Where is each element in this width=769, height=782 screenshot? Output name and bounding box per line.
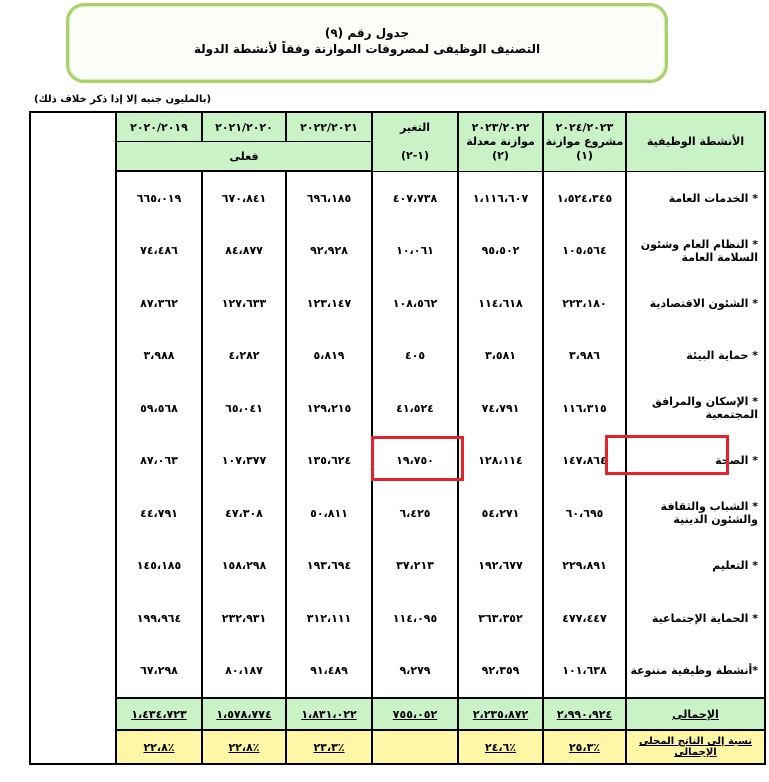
row-label: *أنشطة وظيفية متنوعة (626, 645, 765, 699)
cell-budget-2024: ٢،٩٩٠،٩٢٤ (543, 698, 626, 730)
cell-change: ١٩،٧٥٠ (372, 435, 458, 488)
cell-revised-2023: ٥٤،٢٧١ (458, 487, 543, 540)
row-label: * الصحة (626, 435, 765, 488)
table-title-box (66, 3, 668, 83)
cell-actual-2022: ١٢٩،٢١٥ (286, 382, 372, 435)
cell-actual-2021: ١٥٨،٢٩٨ (202, 540, 286, 593)
cell-actual-2020: ٨٧،٣٦٢ (116, 277, 202, 330)
cell-budget-2024: ٦٠،٦٩٥ (543, 487, 626, 540)
cell-revised-2023: ٣٦٣،٣٥٢ (458, 592, 543, 645)
cell-actual-2020: ٤٤،٧٩١ (116, 487, 202, 540)
table-number: جدول رقم (٩) (324, 26, 410, 40)
cell-actual-2020: ٧٤،٤٨٦ (116, 225, 202, 278)
cell-actual-2022: ١،٨٣١،٠٢٢ (286, 698, 372, 730)
cell-budget-2024: ١٤٧،٨٦٤ (543, 435, 626, 488)
cell-change: ١٠،٠٦١ (372, 225, 458, 278)
cell-actual-2021: ٤،٢٨٢ (202, 330, 286, 383)
cell-budget-2024: ١٠١،٦٣٨ (543, 645, 626, 699)
cell-actual-2022: ١٢٣،١٤٧ (286, 277, 372, 330)
cell-change: ١٠٨،٥٦٢ (372, 277, 458, 330)
table-row (30, 730, 765, 764)
cell-actual-2022: ٪٢٣،٣ (286, 730, 372, 764)
cell-actual-2021: ٨٤،٨٧٧ (202, 225, 286, 278)
cell-actual-2022: ١٣٥،٦٢٤ (286, 435, 372, 488)
cell-actual-2022: ٦٩٦،١٨٥ (286, 171, 372, 225)
table-title: التصنيف الوظيفى لمصروفات الموازنة وفقاً لأنشطة الدولة (193, 42, 541, 56)
cell-actual-2020: ٦٧،٢٩٨ (116, 645, 202, 699)
cell-actual-2022: ٩١،٤٨٩ (286, 645, 372, 699)
cell-actual-2021: ٦٧٠،٨٤١ (202, 171, 286, 225)
cell-budget-2024: ٤٧٧،٤٤٧ (543, 592, 626, 645)
cell-revised-2023: ١٩٢،٦٧٧ (458, 540, 543, 593)
cell-actual-2021: ١٠٧،٣٧٧ (202, 435, 286, 488)
header-change: التغير (١-٢) (372, 112, 458, 171)
header-budget-2024: ٢٠٢٤/٢٠٢٣ مشروع موازنة (١) (543, 112, 626, 171)
cell-change: ٩،٢٧٩ (372, 645, 458, 699)
cell-actual-2020: ٪٢٢،٨ (116, 730, 202, 764)
row-label: * الشباب والثقافة والشئون الدينية (626, 487, 765, 540)
cell-actual-2021: ١٢٧،٦٣٣ (202, 277, 286, 330)
table-row (30, 645, 765, 699)
cell-revised-2023: ٣،٥٨١ (458, 330, 543, 383)
row-label: * الحماية الإجتماعية (626, 592, 765, 645)
header-actual: فعلى (116, 142, 372, 172)
cell-actual-2020: ١٩٩،٩٦٤ (116, 592, 202, 645)
cell-revised-2023: ١١٤،٦١٨ (458, 277, 543, 330)
table-row (30, 171, 765, 225)
row-label: * الإسكان والمرافق المجتمعية (626, 382, 765, 435)
table-row (30, 382, 765, 435)
row-label: * الشئون الاقتصادية (626, 277, 765, 330)
header-year-2022: ٢٠٢٢/٢٠٢١ (286, 112, 372, 142)
cell-actual-2020: ٥٩،٥٦٨ (116, 382, 202, 435)
cell-actual-2022: ٣١٢،١١١ (286, 592, 372, 645)
cell-actual-2020: ٣،٩٨٨ (116, 330, 202, 383)
cell-change: ١١٤،٠٩٥ (372, 592, 458, 645)
cell-change: ٧٥٥،٠٥٢ (372, 698, 458, 730)
cell-actual-2020: ١،٤٣٤،٧٢٣ (116, 698, 202, 730)
cell-budget-2024: ١،٥٢٤،٣٤٥ (543, 171, 626, 225)
cell-revised-2023: ١،١١٦،٦٠٧ (458, 171, 543, 225)
cell-budget-2024: ٪٢٥،٣ (543, 730, 626, 764)
table-row (30, 540, 765, 593)
cell-change: ٤٠٥ (372, 330, 458, 383)
cell-actual-2020: ٨٧،٠٦٣ (116, 435, 202, 488)
table-row (30, 592, 765, 645)
cell-budget-2024: ٢٢٣،١٨٠ (543, 277, 626, 330)
cell-revised-2023: ٧٤،٧٩١ (458, 382, 543, 435)
row-label: * التعليم (626, 540, 765, 593)
cell-revised-2023: ٩٢،٣٥٩ (458, 645, 543, 699)
cell-actual-2021: ٤٧،٣٠٨ (202, 487, 286, 540)
header-revised-2023: ٢٠٢٣/٢٠٢٢ موازنة معدلة (٢) (458, 112, 543, 171)
table-row (30, 330, 765, 383)
cell-actual-2020: ٦٦٥،٠١٩ (116, 171, 202, 225)
cell-change (372, 730, 458, 764)
cell-actual-2021: ٢٣٢،٩٣١ (202, 592, 286, 645)
cell-budget-2024: ١٠٥،٥٦٤ (543, 225, 626, 278)
row-label: * حماية البيئة (626, 330, 765, 383)
header-year-2021: ٢٠٢١/٢٠٢٠ (202, 112, 286, 142)
highlight-box-revised-health (371, 436, 464, 481)
cell-budget-2024: ١١٦،٣١٥ (543, 382, 626, 435)
row-label: * الخدمات العامة (626, 171, 765, 225)
row-label: نسبة إلى الناتج المحلى الإجمالى (626, 730, 765, 764)
cell-actual-2021: ١،٥٧٨،٧٧٤ (202, 698, 286, 730)
cell-revised-2023: ١٢٨،١١٤ (458, 435, 543, 488)
header-activities: الأنشطة الوظيفية (626, 112, 765, 171)
highlight-box-health-label (605, 435, 729, 475)
cell-revised-2023: ٢،٢٣٥،٨٧٢ (458, 698, 543, 730)
cell-actual-2022: ٩٢،٩٢٨ (286, 225, 372, 278)
cell-actual-2021: ٪٢٢،٨ (202, 730, 286, 764)
cell-actual-2021: ٦٥،٠٤١ (202, 382, 286, 435)
cell-change: ٤٠٧،٧٣٨ (372, 171, 458, 225)
cell-budget-2024: ٣،٩٨٦ (543, 330, 626, 383)
header-year-2020: ٢٠٢٠/٢٠١٩ (116, 112, 202, 142)
row-label: * النظام العام وشئون السلامة العامة (626, 225, 765, 278)
row-label: الإجمالى (626, 698, 765, 730)
unit-note: (بالمليون جنيه إلا إذا ذكر خلاف ذلك) (34, 94, 212, 105)
cell-actual-2022: ١٩٣،٦٩٤ (286, 540, 372, 593)
table-row (30, 277, 765, 330)
cell-revised-2023: ٪٢٤،٦ (458, 730, 543, 764)
cell-change: ٤١،٥٢٤ (372, 382, 458, 435)
cell-actual-2022: ٥٠،٨١١ (286, 487, 372, 540)
cell-change: ٣٧،٢١٣ (372, 540, 458, 593)
cell-actual-2022: ٥،٨١٩ (286, 330, 372, 383)
table-row (30, 487, 765, 540)
cell-actual-2021: ٨٠،١٨٧ (202, 645, 286, 699)
table-row (30, 225, 765, 278)
cell-revised-2023: ٩٥،٥٠٢ (458, 225, 543, 278)
cell-change: ٦،٤٢٥ (372, 487, 458, 540)
cell-actual-2020: ١٤٥،١٨٥ (116, 540, 202, 593)
table-row (30, 698, 765, 730)
cell-budget-2024: ٢٢٩،٨٩١ (543, 540, 626, 593)
